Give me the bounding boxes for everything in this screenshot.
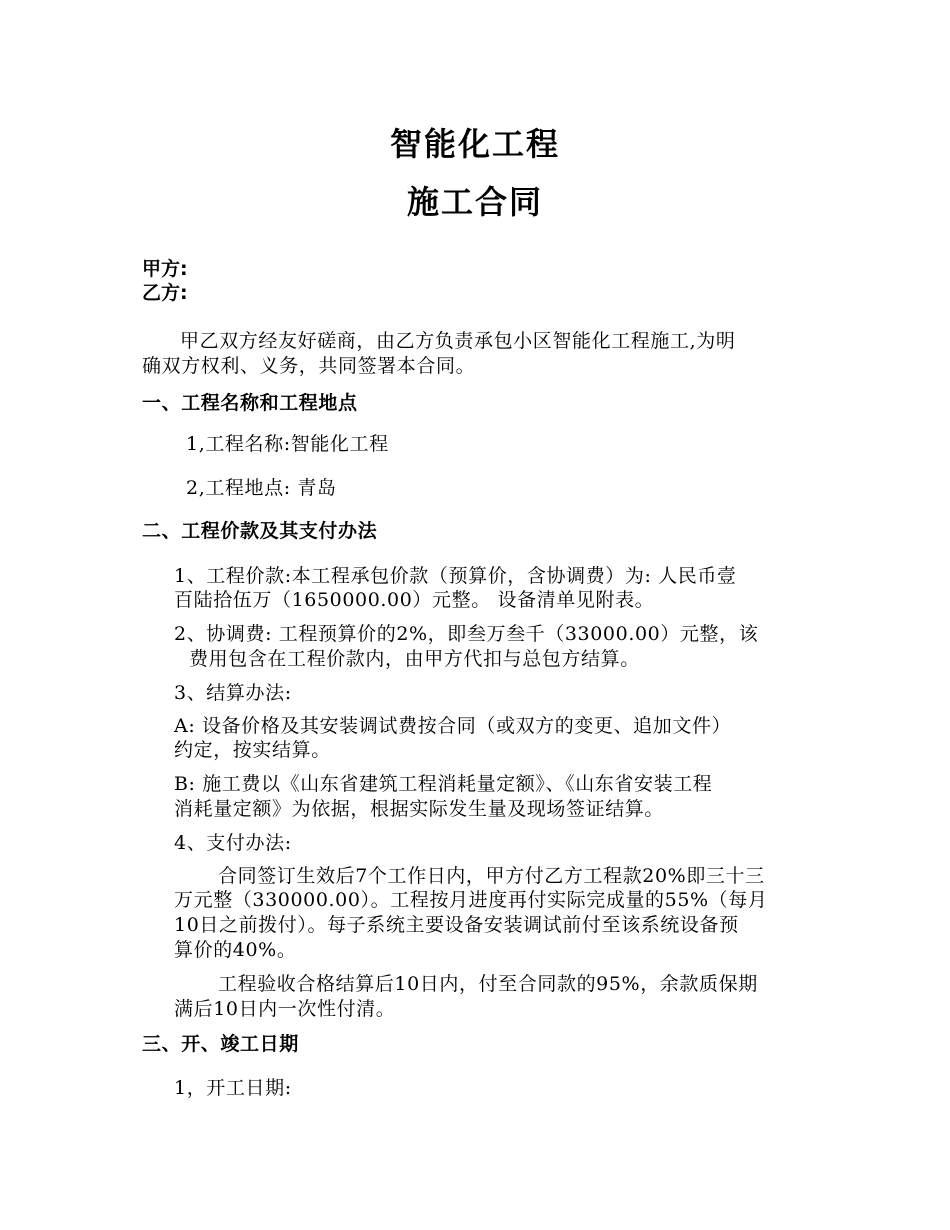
payment-terms-line-2: 万元整（330000.00）。工程按月进度再付实际完成量的55%（每月 (174, 889, 768, 911)
project-name-line: 1,工程名称:智能化工程 (186, 433, 389, 455)
final-payment-line-2: 满后10日内一次性付清。 (174, 998, 396, 1020)
project-location-line: 2,工程地点: 青岛 (186, 477, 337, 499)
payment-terms-line-1: 合同签订生效后7个工作日内，甲方付乙方工程款20%即三十三 (218, 865, 765, 887)
settlement-method-line: 3、结算办法: (174, 682, 292, 704)
preamble-line-2: 确双方权利、义务，共同签署本合同。 (142, 355, 476, 377)
settlement-a-line-1: A: 设备价格及其安装调试费按合同（或双方的变更、追加文件） (174, 715, 732, 737)
payment-terms-line-4: 算价的40%。 (174, 939, 297, 961)
section-2-heading: 二、工程价款及其支付办法 (142, 520, 378, 542)
preamble-line-1: 甲乙双方经友好磋商，由乙方负责承包小区智能化工程施工,为明 (180, 330, 736, 352)
payment-terms-line-3: 10日之前拨付）。每子系统主要设备安装调试前付至该系统设备预 (174, 914, 739, 936)
section-3-heading: 三、开、竣工日期 (142, 1033, 299, 1055)
settlement-a-line-2: 约定，按实结算。 (174, 739, 331, 761)
start-date-line: 1，开工日期: (174, 1077, 292, 1099)
payment-method-line: 4、支付办法: (174, 832, 292, 854)
final-payment-line-1: 工程验收合格结算后10日内，付至合同款的95%，余款质保期 (218, 973, 758, 995)
contract-price-line-2: 百陆拾伍万（1650000.00）元整。 设备清单见附表。 (174, 589, 655, 611)
contract-price-line-1: 1、工程价款:本工程承包价款（预算价，含协调费）为: 人民币壹 (174, 565, 737, 587)
coordination-fee-line-2: 费用包含在工程价款内，由甲方代扣与总包方结算。 (189, 648, 640, 670)
document-title: 智能化工程 (389, 125, 560, 163)
settlement-b-line-1: B: 施工费以《山东省建筑工程消耗量定额》、《山东省安装工程 (174, 773, 713, 795)
party-a-label: 甲方: (142, 258, 188, 280)
coordination-fee-line-1: 2、协调费: 工程预算价的2%，即叁万叁千（33000.00）元整，该 (174, 623, 759, 645)
party-b-label: 乙方: (142, 282, 188, 304)
settlement-b-line-2: 消耗量定额》为依据，根据实际发生量及现场签证结算。 (174, 798, 665, 820)
document-subtitle: 施工合同 (406, 183, 543, 221)
section-1-heading: 一、工程名称和工程地点 (142, 392, 358, 414)
